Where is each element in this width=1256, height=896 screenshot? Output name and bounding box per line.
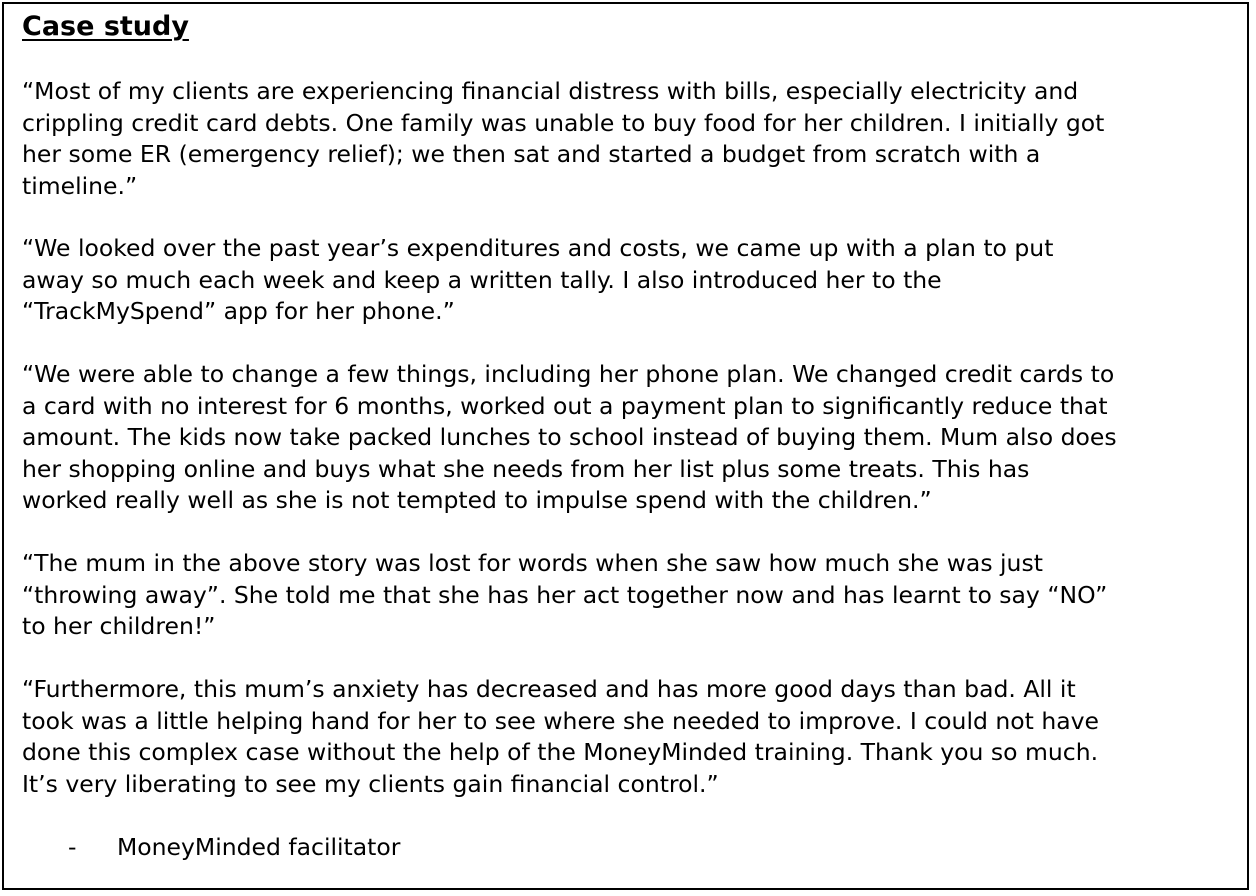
case-study-title: Case study	[22, 11, 189, 42]
quote-paragraph-2	[22, 233, 1053, 328]
paragraph-line: amount. The kids now take packed lunches to school instead of buying them. Mum also does	[22, 423, 1117, 451]
quote-paragraph-3	[22, 359, 1117, 517]
quote-paragraph-1	[22, 76, 1104, 202]
paragraph-line: took was a little helping hand for her to see where she needed to improve. I could not have	[22, 706, 1099, 735]
paragraph-line: “throwing away”. She told me that she has her act together now and has learnt to say “NO”	[22, 580, 1108, 609]
paragraph-line: a card with no interest for 6 months, worked out a payment plan to significantly reduce that	[22, 391, 1108, 420]
paragraph-line: “We looked over the past year’s expenditures and costs, we came up with a plan to put	[22, 234, 1054, 262]
paragraph-line: away so much each week and keep a written tally. I also introduced her to the	[22, 265, 942, 294]
paragraph-line: her shopping online and buys what she needs from her list plus some treats. This has	[22, 454, 1030, 483]
paragraph-line: “Most of my clients are experiencing financial distress with bills, especially electricity and	[22, 77, 1079, 105]
paragraph-line: “TrackMySpend” app for her phone.”	[22, 297, 455, 325]
paragraph-line: done this complex case without the help of the MoneyMinded training. Thank you so much.	[22, 738, 1099, 766]
quote-paragraph-4	[22, 548, 1107, 643]
paragraph-line: “The mum in the above story was lost for words when she saw how much she was just	[22, 549, 1043, 577]
paragraph-line: “We were able to change a few things, including her phone plan. We changed credit cards to	[22, 360, 1115, 388]
attribution	[68, 832, 400, 864]
paragraph-line: “Furthermore, this mum’s anxiety has decreased and has more good days than bad. All it	[22, 675, 1076, 703]
paragraph-line: It’s very liberating to see my clients gain financial control.”	[22, 769, 719, 798]
paragraph-line: crippling credit card debts. One family was unable to buy food for her children. I initially got	[22, 108, 1105, 137]
paragraph-line: to her children!”	[22, 612, 216, 640]
paragraph-line: her some ER (emergency relief); we then sat and started a budget from scratch with a	[22, 140, 1041, 168]
quote-paragraph-5	[22, 674, 1099, 800]
paragraph-line: timeline.”	[22, 171, 138, 200]
attribution-text: MoneyMinded facilitator	[117, 833, 401, 861]
paragraph-line: worked really well as she is not tempted to impulse spend with the children.”	[22, 486, 932, 514]
attribution-dash: -	[68, 833, 77, 861]
case-study-box	[2, 2, 1249, 890]
